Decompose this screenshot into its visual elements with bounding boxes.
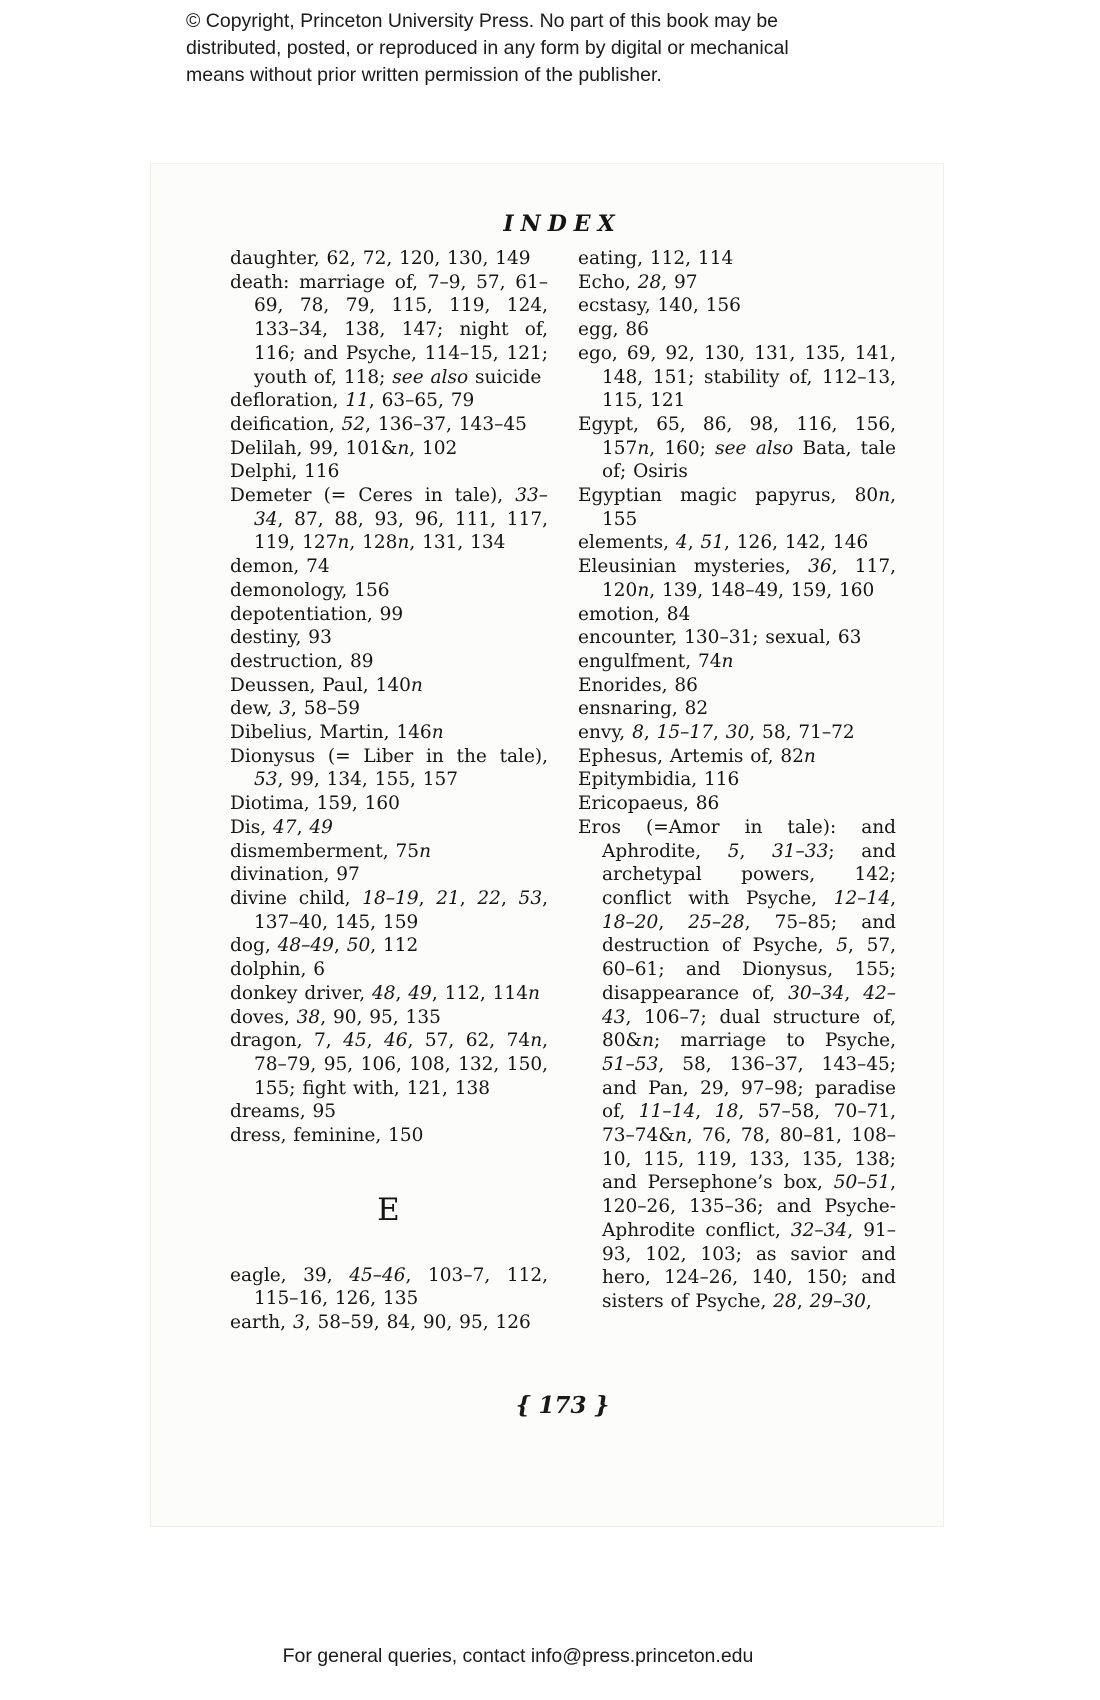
copyright-line-1: © Copyright, Princeton University Press. No part of this book may be <box>186 10 779 32</box>
index-entry: dolphin, 6 <box>230 959 326 981</box>
index-entry: elements, 4, 51, 126, 142, 146 <box>578 532 869 554</box>
index-entry: eating, 112, 114 <box>578 248 734 269</box>
index-entry: Echo, 28, 97 <box>578 271 698 293</box>
index-entry: dragon, 7, 45, 46, 57, 62, 74n, 78–79, 95, 106, 108, 132, 150, 155; fight with, 121, 138 <box>230 1030 549 1099</box>
index-entry: destiny, 93 <box>230 627 332 649</box>
index-columns <box>230 247 896 1335</box>
index-entry: destruction, 89 <box>230 650 374 672</box>
index-entry: dismemberment, 75n <box>230 840 431 862</box>
index-entry: Dionysus (= Liber in the tale), 53, 99, 134, 155, 157 <box>230 745 548 791</box>
index-entry: engulfment, 74n <box>578 650 734 672</box>
index-entry: defloration, 11, 63–65, 79 <box>230 390 475 412</box>
index-entry: deification, 52, 136–37, 143–45 <box>230 413 527 435</box>
index-entry: donkey driver, 48, 49, 112, 114n <box>230 982 540 1004</box>
index-entry: ecstasy, 140, 156 <box>578 295 741 317</box>
copyright-line-3: means without prior written permission of the publisher. <box>186 64 662 86</box>
index-entry: demonology, 156 <box>230 579 390 601</box>
index-entry: dreams, 95 <box>230 1101 337 1123</box>
index-entry: demon, 74 <box>230 556 330 578</box>
index-entry: Eleusinian mysteries, 36, 117, 120n, 139, 148–49, 159, 160 <box>578 556 896 601</box>
index-entry: depotentiation, 99 <box>230 603 404 625</box>
index-entry: Eros (=Amor in tale): and Aphrodite, 5, 31–33; and archetypal powers, 142; conflict with Psyche, 12–14, 18–20, 25–28, 75–85; and destruction of Psyche, 5, 57, 60–61; and Dionysus, 155; disappearance of, 30–34, 42–43, 106–7; dual structure of, 80&n; marriage to Psyche, 51–53, 58, 136–37, 143–45; and Pan, 29, 97–98; paradise of, 11–14, 18, 57–58, 70–71, 73–74&n, 76, 78, 80–81, 108–10, 115, 119, 133, 135, 138; and Persephone’s box, 50–51, 120–26, 135–36; and Psyche-Aphrodite conflict, 32–34, 91–93, 102, 103; as savior and hero, 124–26, 140, 150; and sisters of Psyche, 28, 29–30, <box>578 816 897 1312</box>
index-entry: emotion, 84 <box>578 603 691 625</box>
index-entry: eagle, 39, 45–46, 103–7, 112, 115–16, 126, 135 <box>230 1264 549 1310</box>
index-entry: encounter, 130–31; sexual, 63 <box>578 627 862 649</box>
index-entry: Delphi, 116 <box>230 461 340 483</box>
index-entry: Egypt, 65, 86, 98, 116, 156, 157n, 160; see also Bata, tale of; Osiris <box>578 413 897 483</box>
index-entry: Epitymbidia, 116 <box>578 769 740 791</box>
index-entry: death: marriage of, 7–9, 57, 61–69, 78, 79, 115, 119, 124, 133–34, 138, 147; night of, 116; and Psyche, 114–15, 121; youth of, 118; see also suicide <box>230 271 548 388</box>
copyright-line-2: distributed, posted, or reproduced in any form by digital or mechanical <box>186 37 789 59</box>
index-entry: Diotima, 159, 160 <box>230 793 400 815</box>
index-entry: Dis, 47, 49 <box>230 816 333 838</box>
index-column-right <box>578 247 896 1335</box>
index-entry: dress, feminine, 150 <box>230 1125 424 1147</box>
index-entry: Dibelius, Martin, 146n <box>230 722 444 744</box>
index-entry: Ephesus, Artemis of, 82n <box>578 745 816 767</box>
index-entry: Delilah, 99, 101&n, 102 <box>230 437 458 459</box>
index-entry: dog, 48–49, 50, 112 <box>230 935 419 957</box>
index-entry: divination, 97 <box>230 864 360 886</box>
index-entry: ego, 69, 92, 130, 131, 135, 141, 148, 151; stability of, 112–13, 115, 121 <box>578 342 896 412</box>
index-entry: Egyptian magic papyrus, 80n, 155 <box>578 485 896 530</box>
index-entry: envy, 8, 15–17, 30, 58, 71–72 <box>578 722 855 744</box>
index-entry: Ericopaeus, 86 <box>578 793 720 815</box>
index-entry: egg, 86 <box>578 319 649 341</box>
index-column-left <box>230 247 548 1335</box>
index-title: INDEX <box>503 211 622 237</box>
index-entry: ensnaring, 82 <box>578 698 709 720</box>
copyright-notice <box>186 8 789 89</box>
index-entry: earth, 3, 58–59, 84, 90, 95, 126 <box>230 1312 531 1334</box>
section-heading-e: E <box>377 1191 401 1228</box>
page-number: { 173 } <box>515 1392 610 1419</box>
index-entry: doves, 38, 90, 95, 135 <box>230 1006 441 1028</box>
index-entry: dew, 3, 58–59 <box>230 698 361 720</box>
index-entry: Deussen, Paul, 140n <box>230 674 423 696</box>
index-entry: divine child, 18–19, 21, 22, 53, 137–40, 145, 159 <box>230 887 548 933</box>
footer-contact-text: For general queries, contact info@press.princeton.edu <box>282 1645 754 1667</box>
index-entry: Demeter (= Ceres in tale), 33–34, 87, 88, 93, 96, 111, 117, 119, 127n, 128n, 131, 134 <box>230 485 548 554</box>
index-entry: Enorides, 86 <box>578 674 698 696</box>
index-entry: daughter, 62, 72, 120, 130, 149 <box>230 248 531 269</box>
